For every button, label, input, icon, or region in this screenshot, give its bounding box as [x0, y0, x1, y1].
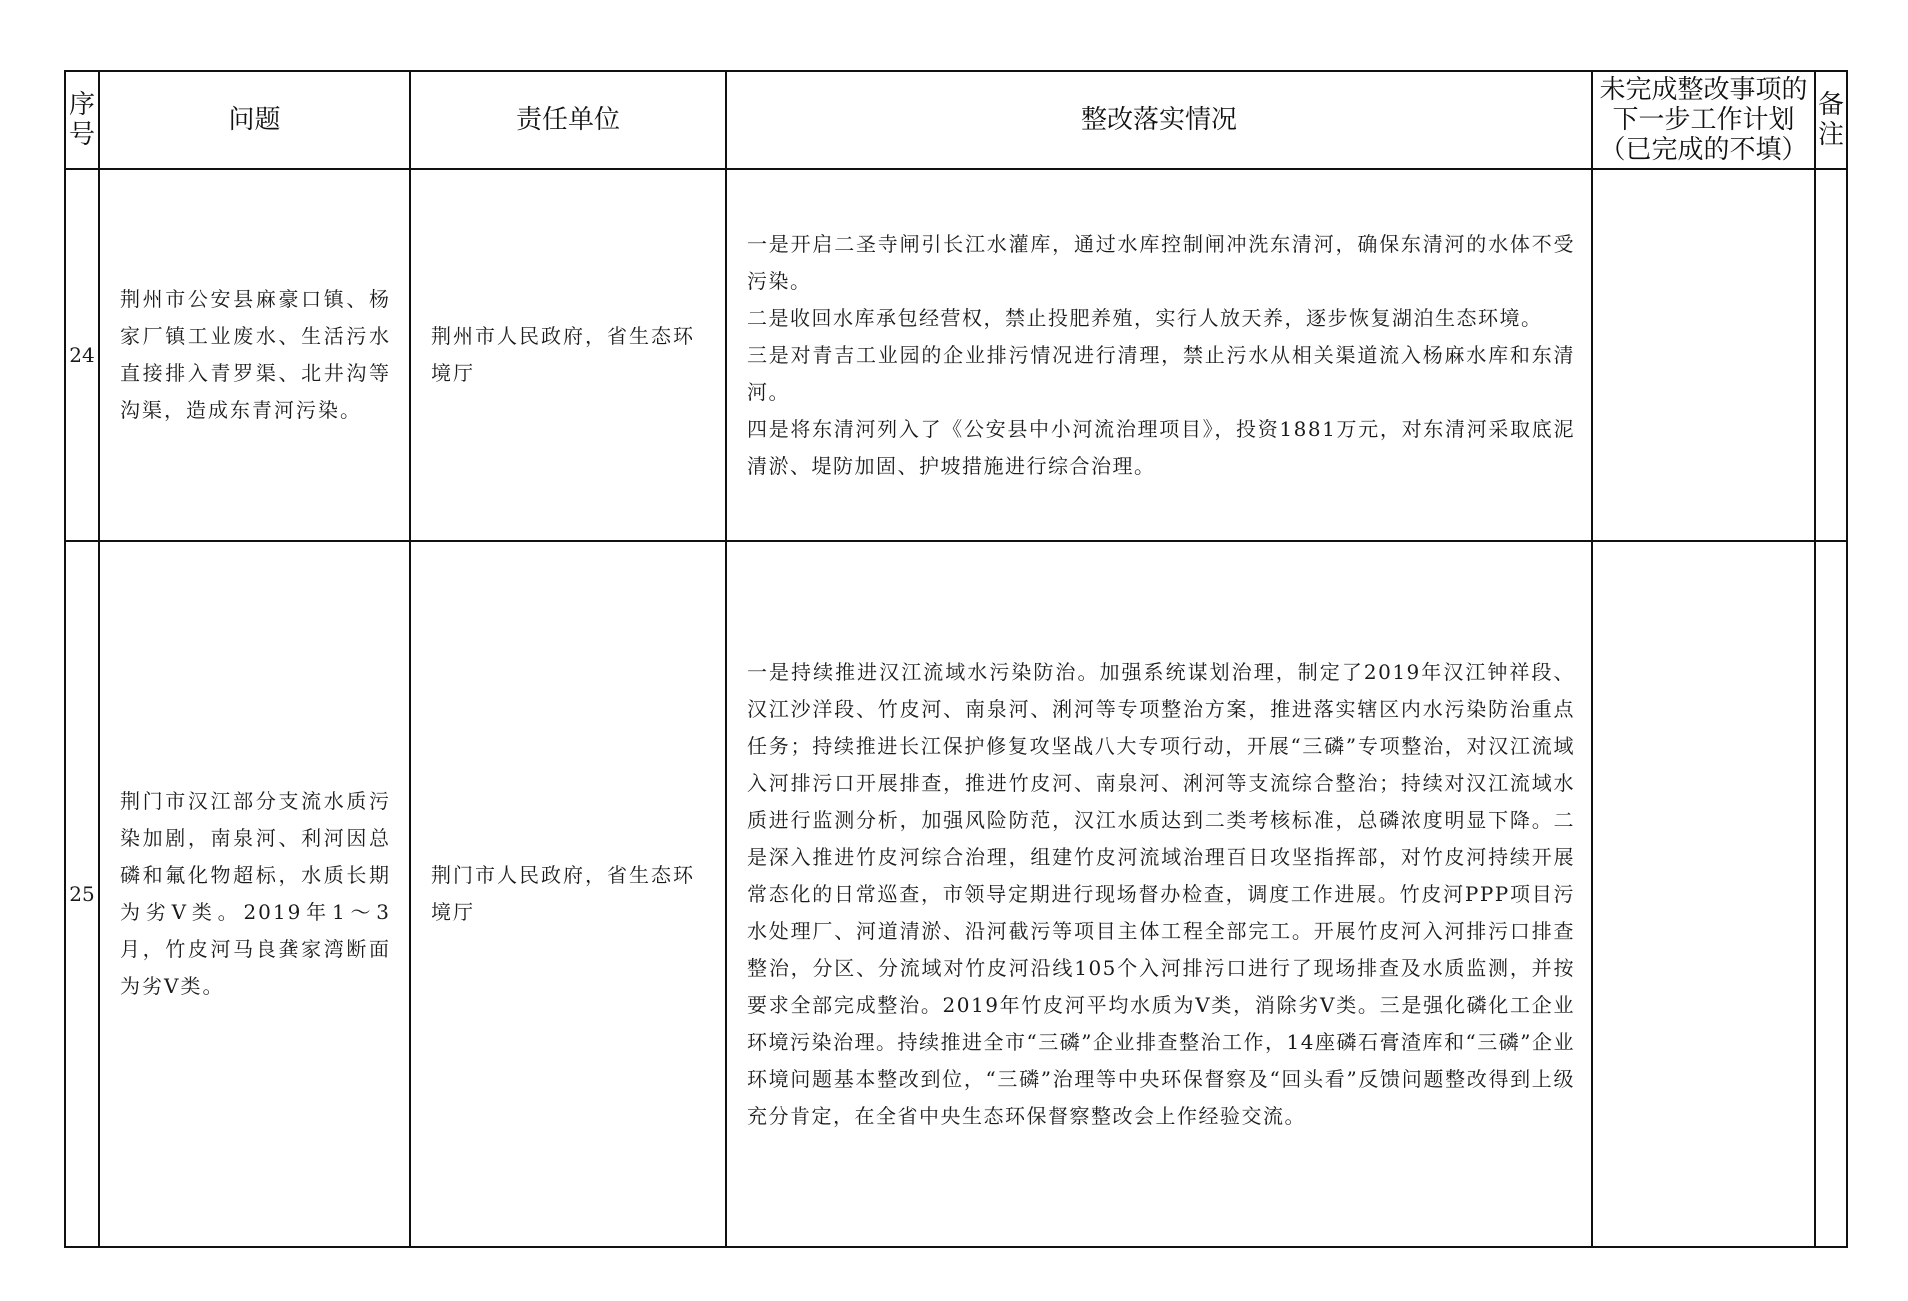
row-responsible-unit: 荆州市人民政府，省生态环境厅	[410, 169, 726, 541]
table-row	[65, 541, 1847, 1247]
row-responsible-unit: 荆门市人民政府，省生态环境厅	[410, 541, 726, 1247]
implementation-paragraph: 三是对青吉工业园的企业排污情况进行清理，禁止污水从相关渠道流入杨麻水库和东清河。	[747, 342, 1575, 404]
header-remark: 备注	[1815, 71, 1847, 169]
header-problem: 问题	[99, 71, 410, 169]
header-seq: 序号	[65, 71, 99, 169]
header-next-plan	[1592, 71, 1815, 169]
header-next-plan-line1: 未完成整改事项的	[1599, 75, 1808, 105]
implementation-paragraph: 二是收回水库承包经营权，禁止投肥养殖，实行人放天养，逐步恢复湖泊生态环境。	[747, 305, 1543, 330]
row-implementation	[726, 541, 1592, 1247]
rectification-table-container	[64, 70, 1848, 1248]
row-seq: 25	[65, 541, 99, 1247]
row-seq: 24	[65, 169, 99, 541]
row-problem: 荆门市汉江部分支流水质污染加剧，南泉河、利河因总磷和氟化物超标，水质长期为劣Ⅴ类。2019年1～3月，竹皮河马良龚家湾断面为劣Ⅴ类。	[99, 541, 410, 1247]
row-implementation	[726, 169, 1592, 541]
rectification-table	[64, 70, 1848, 1248]
implementation-paragraph: 一是持续推进汉江流域水污染防治。加强系统谋划治理，制定了2019年汉江钟祥段、汉江沙洋段、竹皮河、南泉河、浰河等专项整治方案，推进落实辖区内水污染防治重点任务；持续推进长江保护修复攻坚战八大专项行动，开展“三磷”专项整治，对汉江流域入河排污口开展排查，推进竹皮河、南泉河、浰河等支流综合整治；持续对汉江流域水质进行监测分析，加强风险防范，汉江水质达到二类考核标准，总磷浓度明显下降。二是深入推进竹皮河综合治理，组建竹皮河流域治理百日攻坚指挥部，对竹皮河持续开展常态化的日常巡查，市领导定期进行现场督办检查，调度工作进展。竹皮河PPP项目污水处理厂、河道清淤、沿河截污等项目主体工程全部完工。开展竹皮河入河排污口排查整治，分区、分流域对竹皮河沿线105个入河排污口进行了现场排查及水质监测，并按要求全部完成整治。2019年竹皮河平均水质为Ⅴ类，消除劣Ⅴ类。三是强化磷化工企业环境污染治理。持续推进全市“三磷”企业排查整治工作，14座磷石膏渣库和“三磷”企业环境问题基本整改到位，“三磷”治理等中央环保督察及“回头看”反馈问题整改得到上级充分肯定，在全省中央生态环保督察整改会上作经验交流。	[747, 659, 1575, 1128]
header-implementation: 整改落实情况	[726, 71, 1592, 169]
row-remark	[1815, 541, 1847, 1247]
row-next-plan	[1592, 169, 1815, 541]
table-row	[65, 169, 1847, 541]
table-header-row	[65, 71, 1847, 169]
implementation-paragraph: 一是开启二圣寺闸引长江水灌库，通过水库控制闸冲洗东清河，确保东清河的水体不受污染。	[747, 231, 1575, 293]
header-next-plan-line2: 下一步工作计划	[1612, 105, 1795, 135]
implementation-paragraph: 四是将东清河列入了《公安县中小河流治理项目》，投资1881万元，对东清河采取底泥清淤、堤防加固、护坡措施进行综合治理。	[747, 416, 1575, 478]
header-responsible-unit: 责任单位	[410, 71, 726, 169]
row-remark	[1815, 169, 1847, 541]
header-next-plan-line3: （已完成的不填）	[1599, 135, 1808, 165]
row-problem: 荆州市公安县麻豪口镇、杨家厂镇工业废水、生活污水直接排入青罗渠、北井沟等沟渠，造成东青河污染。	[99, 169, 410, 541]
row-next-plan	[1592, 541, 1815, 1247]
